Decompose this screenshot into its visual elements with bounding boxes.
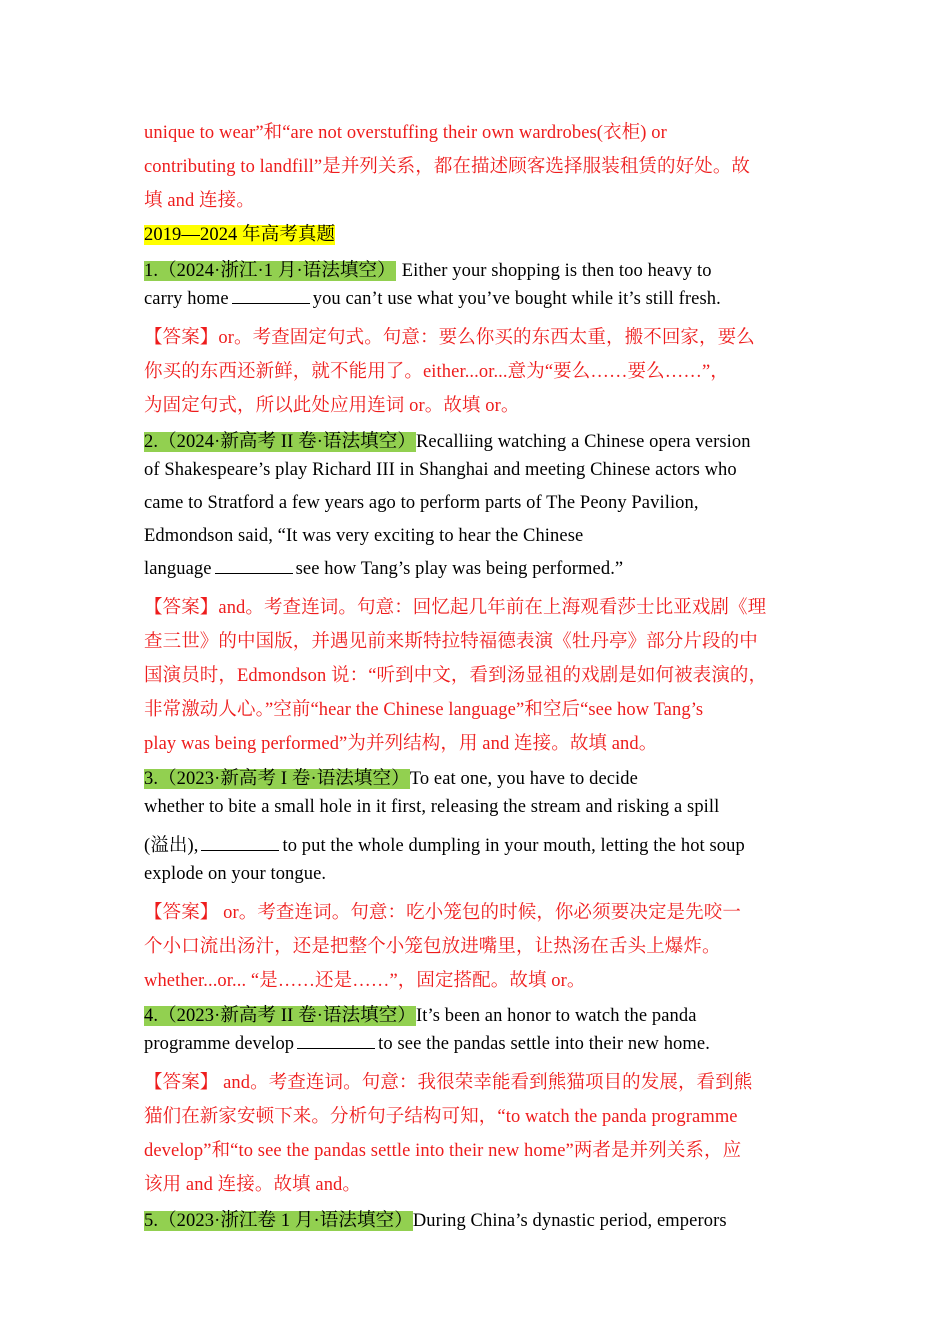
q2-blank[interactable] [215,559,293,574]
q4-blank[interactable] [297,1034,375,1049]
q3-answer-3: whether...or... “是……还是……”，固定搭配。故填 or。 [144,971,586,991]
intro-line-3: 填 and 连接。 [144,191,255,211]
q3-text-3-pre: (溢出), [144,836,199,856]
q3-blank[interactable] [201,836,279,851]
q1-line-1 [144,256,712,282]
q5-text-1: During China’s dynastic period, emperors [412,1211,727,1231]
q4-line-1 [144,1001,697,1027]
intro-line-1: unique to wear”和“are not overstuffing their own wardrobes(衣柜) or [144,123,667,143]
q1-answer-1: 【答案】or。考查固定句式。句意：要么你买的东西太重，搬不回家，要么 [144,328,755,348]
q5-label: 5.（2023·浙江卷 1 月·语法填空） [144,1211,413,1231]
q4-text-2-pre: programme develop [144,1034,295,1054]
q2-line-1 [144,427,751,453]
q4-answer-1: 【答案】 and。考查连词。句意：我很荣幸能看到熊猫项目的发展，看到熊 [144,1073,753,1093]
q2-answer-2: 查三世》的中国版，并遇见前来斯特拉特福德表演《牡丹亭》部分片段的中 [144,632,758,652]
q4-answer-4: 该用 and 连接。故填 and。 [144,1175,361,1195]
q2-line-2: of Shakespeare’s play Richard III in Shanghai and meeting Chinese actors who [144,460,737,480]
section-title-text: 2019—2024 年高考真题 [144,225,336,245]
q1-text-2-pre: carry home [144,289,229,309]
q2-line-3: came to Stratford a few years ago to perform parts of The Peony Pavilion, [144,493,699,513]
q4-text-1: It’s been an honor to watch the panda [415,1006,697,1026]
q2-line-4: Edmondson said, “It was very exciting to hear the Chinese [144,526,584,546]
q3-answer-1: 【答案】 or。考查连词。句意：吃小笼包的时候，你必须要决定是先咬一 [144,903,741,923]
intro-line-2: contributing to landfill”是并列关系，都在描述顾客选择服装租赁的好处。故 [144,157,751,177]
section-title [144,220,335,246]
q4-text-2-post: to see the pandas settle into their new home. [378,1034,710,1054]
q1-line-2 [144,289,721,310]
q1-text-1: Either your shopping is then too heavy to [401,261,712,281]
q2-text-5-pre: language [144,559,212,579]
q2-answer-5: play was being performed”为并列结构，用 and 连接。故填 and。 [144,734,658,754]
q3-answer-2: 个小口流出汤汁，还是把整个小笼包放进嘴里，让热汤在舌头上爆炸。 [144,937,721,957]
q2-answer-1: 【答案】and。考查连词。句意：回忆起几年前在上海观看莎士比亚戏剧《理 [144,598,767,618]
q3-line-4: explode on your tongue. [144,864,327,884]
q4-line-2 [144,1034,710,1055]
q4-label: 4.（2023·新高考 II 卷·语法填空） [144,1006,416,1026]
q3-line-1 [144,764,638,790]
q5-line-1 [144,1206,727,1232]
q3-text-3-post: to put the whole dumpling in your mouth, letting the hot soup [282,836,745,856]
q1-text-2-post: you can’t use what you’ve bought while it’s still fresh. [312,289,721,309]
q2-answer-3: 国演员时，Edmondson 说：“听到中文，看到汤显祖的戏剧是如何被表演的， [144,666,768,686]
q2-text-1: Recalliing watching a Chinese opera version [415,432,751,452]
q2-text-5-post: see how Tang’s play was being performed.” [295,559,624,579]
q3-text-1: To eat one, you have to decide [409,769,638,789]
q2-answer-4: 非常激动人心。”空前“hear the Chinese language”和空后“see how Tang’s [144,700,704,720]
q1-answer-3: 为固定句式，所以此处应用连词 or。故填 or。 [144,396,520,416]
q3-line-2: whether to bite a small hole in it first, releasing the stream and risking a spill [144,797,720,817]
q2-label: 2.（2024·新高考 II 卷·语法填空） [144,432,416,452]
q2-line-5 [144,559,623,580]
q4-answer-2: 猫们在新家安顿下来。分析句子结构可知，“to watch the panda programme [144,1107,738,1127]
q3-line-3 [144,831,745,857]
q4-answer-3: develop”和“to see the pandas settle into their new home”两者是并列关系，应 [144,1141,742,1161]
q1-blank[interactable] [232,289,310,304]
q3-label: 3.（2023·新高考 I 卷·语法填空） [144,769,410,789]
q1-label: 1.（2024·浙江·1 月·语法填空） [144,261,396,281]
q1-answer-2: 你买的东西还新鲜，就不能用了。either...or...意为“要么……要么……”， [144,362,729,382]
